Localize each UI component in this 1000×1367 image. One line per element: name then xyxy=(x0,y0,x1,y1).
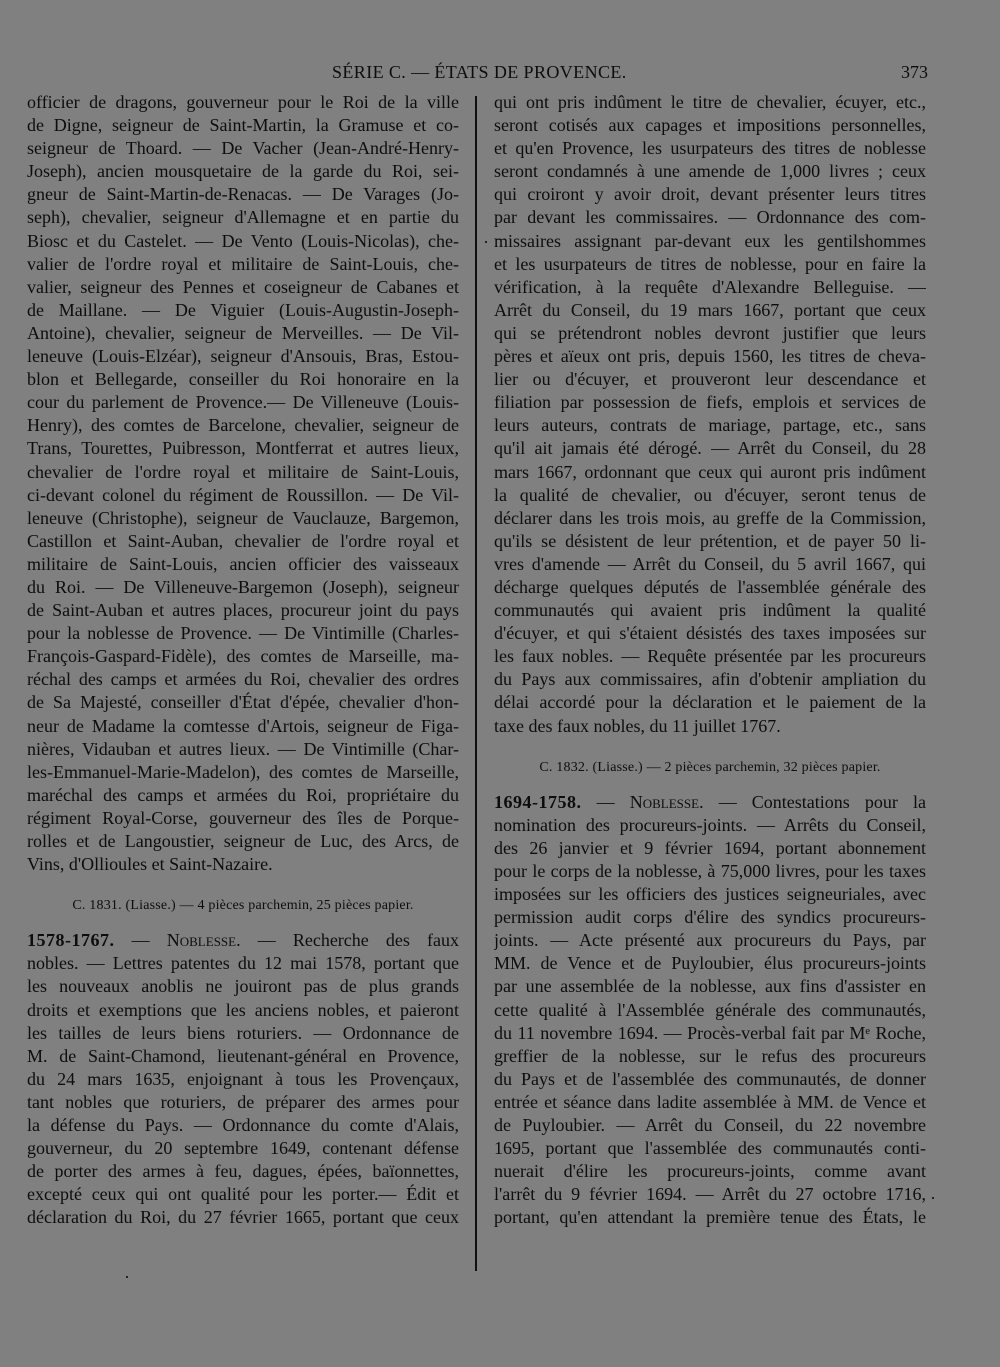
text-line: des 26 janvier et 9 février 1694, portant abonnement xyxy=(494,837,926,858)
text-line: Biosc et du Castelet. — De Vento (Louis-Nicolas), che- xyxy=(27,230,459,251)
text-line: de porter des armes à feu, dagues, épées, baïonnettes, xyxy=(27,1161,459,1182)
text-line: par une assemblée de la noblesse, aux fins d'assister en xyxy=(494,976,926,997)
archive-note-c1832: C. 1832. (Liasse.) — 2 pièces parchemin, 32 pièces papier. xyxy=(539,759,881,775)
text-line: les faux nobles. — Requête présentée par les procureurs xyxy=(494,646,926,667)
text-line: qui croiront y avoir droit, devant présenter leurs titres xyxy=(494,184,926,205)
text-line: neur de Madame la comtesse d'Artois, seigneur de Figa- xyxy=(27,715,459,736)
text-line: seph), chevalier, seigneur d'Allemagne et en partie du xyxy=(27,207,459,228)
text-line: qui ont pris indûment le titre de chevalier, écuyer, etc., xyxy=(494,92,926,112)
text-line: cour du parlement de Provence.— De Villeneuve (Louis- xyxy=(27,392,459,413)
text-line: Joseph), ancien mousquetaire de la garde du Roi, sei- xyxy=(27,161,459,182)
running-title: SÉRIE C. — ÉTATS DE PROVENCE. xyxy=(332,62,627,82)
spacer xyxy=(494,779,926,791)
text-line: valier de l'ordre royal et militaire de Saint-Louis, che- xyxy=(27,253,459,274)
entry-date: 1578-1767. xyxy=(27,930,115,951)
text-line: nobles. — Lettres patentes du 12 mai 1578, portant que xyxy=(27,953,459,974)
text-line: taxe des faux nobles, du 11 juillet 1767. xyxy=(494,715,781,736)
text-line: d'écuyer, et qui s'étaient désistés des taxes imposées sur xyxy=(494,623,926,644)
text-line: la défense du Pays. — Ordonnance du comte d'Alais, xyxy=(27,1115,459,1136)
text-line: du 24 mars 1635, enjoignant à tous les Provençaux, xyxy=(27,1068,459,1089)
text-line: pour le corps de la noblesse, à 75,000 livres, pour les taxes xyxy=(494,861,926,881)
text-line: chevalier de l'ordre royal et militaire de Saint-Louis, xyxy=(27,461,459,482)
text-line: leneuve (Louis-Elzéar), seigneur d'Ansouis, Bras, Estou- xyxy=(27,346,459,367)
column-divider xyxy=(475,96,477,1271)
left-paragraph-1 xyxy=(27,91,459,876)
running-header xyxy=(0,62,1000,88)
text-line: l'arrêt du 9 février 1694. — Arrêt du 27 octobre 1716, xyxy=(494,1184,926,1205)
spacer xyxy=(27,876,459,894)
text-line: et les usurpateurs de titres de noblesse, pour en faire la xyxy=(494,253,926,274)
text-line: de Maillane. — De Viguier (Louis-Augustin-Joseph- xyxy=(27,299,459,320)
text-line: tant nobles que roturiers, de préparer des armes pour xyxy=(27,1091,459,1112)
text-line: MM. de Vence et de Puyloubier, élus procureurs-joints xyxy=(494,953,926,974)
text-line: délai accordé pour la déclaration et le paiement de la xyxy=(494,692,926,713)
text-line: Antoine), chevalier, seigneur de Merveilles. — De Vil- xyxy=(27,322,459,343)
entry-text: — Contestations pour la xyxy=(703,791,926,812)
right-paragraph-1 xyxy=(494,91,926,738)
text-line: seigneur de Thoard. — De Vacher (Jean-André-Henry- xyxy=(27,138,459,159)
left-paragraph-2 xyxy=(27,952,459,1229)
text-line: déclaration du Roi, du 27 février 1665, portant que ceux xyxy=(27,1207,459,1228)
text-line: qu'ils se désistent de leur prétention, et de payer 50 li- xyxy=(494,530,926,551)
text-line: seront condamnés à une amende de 1,000 livres ; ceux xyxy=(494,161,926,182)
text-line: leurs auteurs, contrats de mariage, partage, etc., sans xyxy=(494,415,926,436)
entry-heading-1578 xyxy=(27,929,459,952)
print-speck xyxy=(126,1276,128,1278)
text-line: déclarer dans les trois mois, au greffe de la Commission, xyxy=(494,507,926,528)
text-line: communautés qui avaient pris indûment la qualité xyxy=(494,600,926,621)
text-line: excepté ceux qui ont qualité pour les porter.— Édit et xyxy=(27,1184,459,1205)
text-line: vérification, à la requête d'Alexandre Belleguise. — xyxy=(494,276,926,297)
text-line: la qualité de chevalier, ou d'écuyer, seront tenus de xyxy=(494,484,926,505)
text-line: gneur de Saint-Martin-de-Renacas. — De Varages (Jo- xyxy=(27,184,459,205)
spacer xyxy=(494,738,926,756)
text-line: lier ou d'écuyer, et prouveront leur descendance et xyxy=(494,369,926,390)
entry-keyword: Noblesse. xyxy=(166,930,241,951)
text-line: du Pays aux commissaires, afin d'obtenir ampliation du xyxy=(494,669,926,690)
text-line: de Sa Majesté, conseiller d'État d'épée, chevalier d'hon- xyxy=(27,692,459,713)
text-line: pères et aïeux ont pris, depuis 1560, les titres de cheva- xyxy=(494,346,926,367)
text-line: seront cotisés aux capages et impositions personnelles, xyxy=(494,115,926,136)
text-line: les-Emmanuel-Marie-Madelon), des comtes de Marseille, xyxy=(27,761,459,782)
text-line: gouverneur, du 20 septembre 1649, contenant défense xyxy=(27,1138,459,1159)
text-line: ci-devant colonel du régiment de Roussillon. — De Vil- xyxy=(27,484,459,505)
right-column xyxy=(494,91,926,1230)
text-line: 1695, portant que l'assemblée des communautés conti- xyxy=(494,1138,926,1159)
text-line: et qu'en Provence, les usurpateurs des titres de noblesse xyxy=(494,138,926,159)
text-line: permission audit corps d'élire des syndics procureurs- xyxy=(494,907,926,928)
text-line: décharge quelques députés de l'assemblée générale des xyxy=(494,576,926,597)
text-line: François-Gaspard-Fidèle), des comtes de Marseille, ma- xyxy=(27,646,459,667)
text-line: militaire de Saint-Louis, ancien officier des vaisseaux xyxy=(27,553,459,574)
text-line: réchal des camps et armées du Roi, chevalier des ordres xyxy=(27,669,459,690)
text-line: missaires assignant par-devant eux les gentilshommes xyxy=(494,230,926,251)
entry-dash: — xyxy=(581,791,630,812)
text-line: valier, seigneur des Pennes et coseigneur de Cabanes et xyxy=(27,276,459,297)
text-line: cette qualité à l'Assemblée générale des communautés, xyxy=(494,999,926,1020)
text-line: maréchal des camps et armées du Roi, propriétaire du xyxy=(27,784,459,805)
spacer xyxy=(27,917,459,929)
right-paragraph-2 xyxy=(494,814,926,1230)
text-line: Henry), des comtes de Barcelone, chevalier, seigneur de xyxy=(27,415,459,436)
entry-dash: — xyxy=(114,930,167,951)
text-line: leneuve (Christophe), seigneur de Vauclauze, Bargemon, xyxy=(27,507,459,528)
left-column xyxy=(27,91,459,1230)
text-line: du Pays et de l'assemblée des communautés, de donner xyxy=(494,1068,926,1089)
page-number: 373 xyxy=(901,62,928,82)
text-line: blon et Bellegarde, conseiller du Roi honoraire en la xyxy=(27,369,459,390)
text-line: rolles et de Langoustier, seigneur de Luc, des Arcs, de xyxy=(27,831,459,851)
text-line: imposées sur les officiers des justices seigneuriales, avec xyxy=(494,884,926,905)
text-line: joints. — Acte présenté aux procureurs du Pays, par xyxy=(494,930,926,951)
text-line: filiation par possession de fiefs, emplois et services de xyxy=(494,392,926,413)
text-line: les nouveaux anoblis ne jouiront pas de plus grands xyxy=(27,976,459,997)
entry-keyword: Noblesse. xyxy=(629,791,704,812)
entry-date: 1694-1758. xyxy=(494,791,582,812)
archive-note-c1831: C. 1831. (Liasse.) — 4 pièces parchemin, 25 pièces papier. xyxy=(72,898,414,914)
print-speck xyxy=(932,1197,934,1199)
print-speck xyxy=(485,241,487,243)
text-line: qu'il ait jamais été dérogé. — Arrêt du Conseil, du 28 xyxy=(494,438,926,459)
text-line: Vins, d'Ollioules et Saint-Nazaire. xyxy=(27,854,273,875)
text-line: vres d'amende — Arrêt du Conseil, du 5 avril 1667, qui xyxy=(494,553,926,574)
text-line: Castillon et Saint-Auban, chevalier de l'ordre royal et xyxy=(27,530,459,551)
text-line: de Puyloubier. — Arrêt du Conseil, du 22 novembre xyxy=(494,1115,926,1136)
text-line: les tailles de leurs biens roturiers. — Ordonnance de xyxy=(27,1022,459,1043)
text-line: du 11 novembre 1694. — Procès-verbal fait par Mᵉ Roche, xyxy=(494,1022,926,1043)
text-line: nières, Vidauban et autres lieux. — De Vintimille (Char- xyxy=(27,738,459,759)
text-line: de Saint-Auban et autres places, procureur joint du pays xyxy=(27,600,459,621)
entry-text: — Recherche des faux xyxy=(240,930,459,951)
text-line: entrée et séance dans ladite assemblée à MM. de Vence et xyxy=(494,1091,926,1112)
text-line: portant, qu'en attendant la première tenue des États, le xyxy=(494,1207,926,1228)
text-line: greffier de la noblesse, sur le refus des procureurs xyxy=(494,1045,926,1066)
text-line: nuerait d'élire les procureurs-joints, comme avant xyxy=(494,1161,926,1182)
text-line: Arrêt du Conseil, du 19 mars 1667, portant que ceux xyxy=(494,299,926,320)
text-line: M. de Saint-Chamond, lieutenant-général en Provence, xyxy=(27,1045,459,1066)
text-line: par devant les commissaires. — Ordonnance des com- xyxy=(494,207,926,228)
text-line: qui se prétendront nobles devront justifier que leurs xyxy=(494,322,926,343)
entry-heading-1694 xyxy=(494,791,926,814)
text-line: droits et exemptions que les anciens nobles, et paieront xyxy=(27,999,459,1020)
text-line: du Roi. — De Villeneuve-Bargemon (Joseph), seigneur xyxy=(27,576,459,597)
text-line: de Digne, seigneur de Saint-Martin, la Gramuse et co- xyxy=(27,115,459,136)
text-line: pour la noblesse de Provence. — De Vintimille (Charles- xyxy=(27,623,459,644)
text-line: mars 1667, ordonnant que ceux qui auront pris indûment xyxy=(494,461,926,482)
text-line: Trans, Tourettes, Puibresson, Montferrat et autres lieux, xyxy=(27,438,459,459)
text-line: nomination des procureurs-joints. — Arrêts du Conseil, xyxy=(494,814,926,835)
text-line: régiment Royal-Corse, gouverneur des îles de Porque- xyxy=(27,807,459,828)
text-line: officier de dragons, gouverneur pour le Roi de la ville xyxy=(27,92,459,112)
